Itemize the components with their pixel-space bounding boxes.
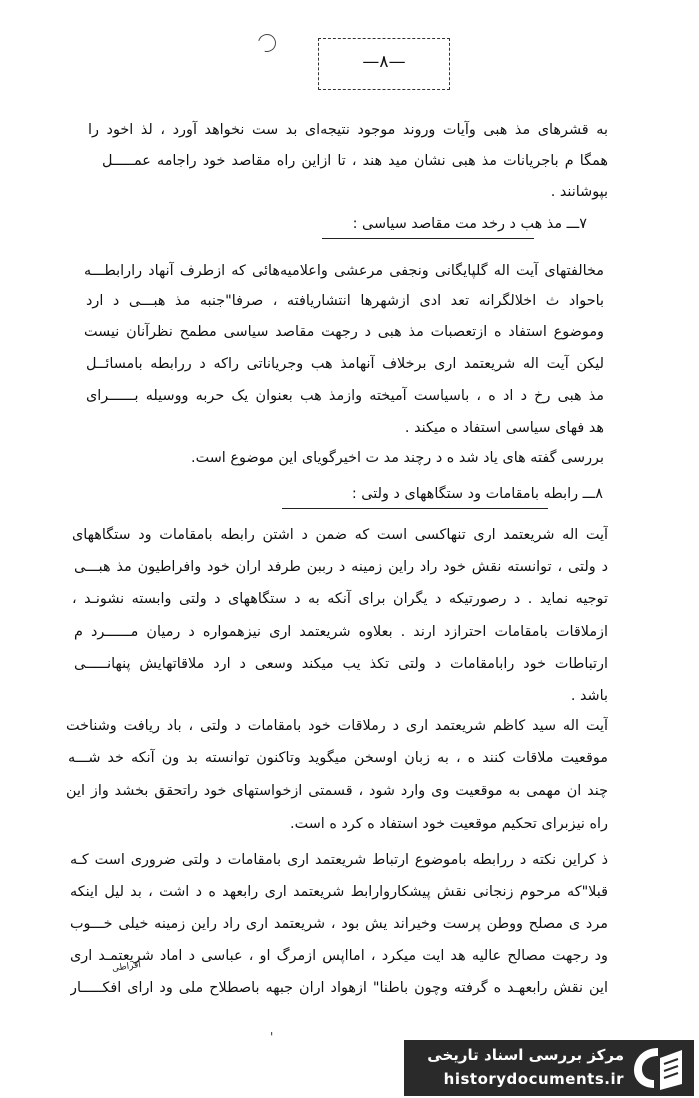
text-line: ازملاقات بامقامات احترازد ارند . بعلاوه شریعتمد اری نیزهمواره د رمیان مــــــرد م (74, 624, 608, 640)
text-line: باشد . (570, 688, 608, 704)
handwritten-note: افراطی (111, 960, 142, 974)
text-line: آیت اله شریعتمد اری تنهاکسی است که ضمن د اشتن رابطه بامقامات ود ستگاههای (72, 527, 608, 543)
watermark-url: historydocuments.ir (443, 1070, 624, 1088)
text-line: باحواد ث اخلالگرانه تعد ادی ازشهرها انتشاریافته ، صرفا"جنبه مذ هبـــی د ارد (86, 293, 604, 309)
text-line: آیت اله سید کاظم شریعتمد اری د رملاقات خود بامقامات د ولتی ، باد ریافت وشناخت (66, 718, 608, 734)
text-line: مخالفتهای آیت اله گلپایگانی ونجفی مرعشی واعلامیه‌هائی که ازطرف آنهاد رارابطـــه (84, 263, 604, 279)
heading-underline (322, 238, 534, 239)
text-line: بپوشانند . (550, 184, 608, 200)
page-number: —٨— (362, 52, 406, 72)
text-line: این نقش رابعهـد ه گرفته وچون باطنا" ازهواد اران جبهه باصطلاح ملی ود ارای افکـــــار (70, 980, 608, 996)
corner-mark (255, 31, 280, 56)
text-line: قبلا"که مرحوم زنجانی نقش پیشکاروارابط شریعتمد اری رابعهد ه د اشت ، بد لیل اینکه (70, 884, 608, 900)
text-line: توجیه نماید . د رصورتیکه د یگران برای آنکه به د ستگاههای د ولتی وابسته نشونـد ، (72, 591, 608, 607)
scan-mark: ' (270, 1030, 274, 1044)
watermark (404, 1040, 694, 1096)
text-line: ود رجهت مصالح عالیه هد ایت میکرد ، امااپس ازمرگ او ، عباسی د اماد شریعتمـد اری (70, 948, 608, 964)
text-line: هد فهای سیاسی استفاد ه میکند . (404, 420, 604, 436)
text-line: لیکن آیت اله شریعتمد اری برخلاف آنهامذ هب وجریاناتی راکه د ررابطه بامسائــل (86, 356, 604, 372)
section-heading-8: ۸ـــ رابطه بامقامات ود ستگاههای د ولتی : (351, 486, 603, 502)
text-line: موقعیت ملاقات کنند ه ، به زبان اوسخن میگوید وتاکنون توانسته بد ون آنکه خد شـــه (68, 750, 608, 766)
text-line: چند ان مهمی به موقعیت وی وارد شود ، قسمتی ازخواستهای خود راتحقق بخشد واز این (66, 783, 608, 799)
archive-logo-icon (630, 1044, 686, 1092)
text-line: ارتباطات خود رابامقامات د ولتی تکذ یب میکند وسعی د ارد ملاقاتهایش پنهانـــــی (74, 656, 608, 672)
text-line: راه نیزبرای تحکیم موقعیت خود استفاد ه کرد ه است. (290, 816, 608, 832)
text-line: همگا م باجریانات مذ هبی نشان مید هند ، تا ازاین راه مقاصد خود راجامه عمـــــل (102, 153, 608, 169)
text-line: بررسی گفته های یاد شد ه د رچند مد ت اخیرگویای این موضوع است. (191, 450, 604, 466)
text-line: وموضوع استفاد ه ازتعصبات مذ هبی د رجهت مقاصد سیاسی مطمح نظرآنان نیست (84, 324, 604, 340)
section-heading-7: ۷ـــ مذ هب د رخد مت مقاصد سیاسی : (352, 216, 587, 232)
watermark-title: مرکز بررسی اسناد تاریخی (427, 1046, 624, 1064)
text-line: مرد ی مصلح ووطن پرست وخیراند یش بود ، شریعتمد اری راد راین زمینه خیلی خـــوب (70, 916, 608, 932)
text-line: مذ هبی رخ د اد ه ، باسیاست آمیخته وازمذ هب بعنوان یک حربه ووسیله بــــــرای (86, 388, 604, 404)
heading-underline (282, 508, 548, 509)
text-line: به قشرهای مذ هبی وآیات وروند موجود نتیجه‌ای بد ست نخواهد آورد ، لذ اخود را (88, 122, 608, 138)
text-line: د ولتی ، توانسته نقش خود راد راین زمینه د رببن طرفد اران خود وافراطیون مذ هبـــی (74, 559, 608, 575)
text-line: ذ کراین نکته د ررابطه باموضوع ارتباط شریعتمد اری بامقامات د ولتی ضروری است کـه (70, 852, 608, 868)
